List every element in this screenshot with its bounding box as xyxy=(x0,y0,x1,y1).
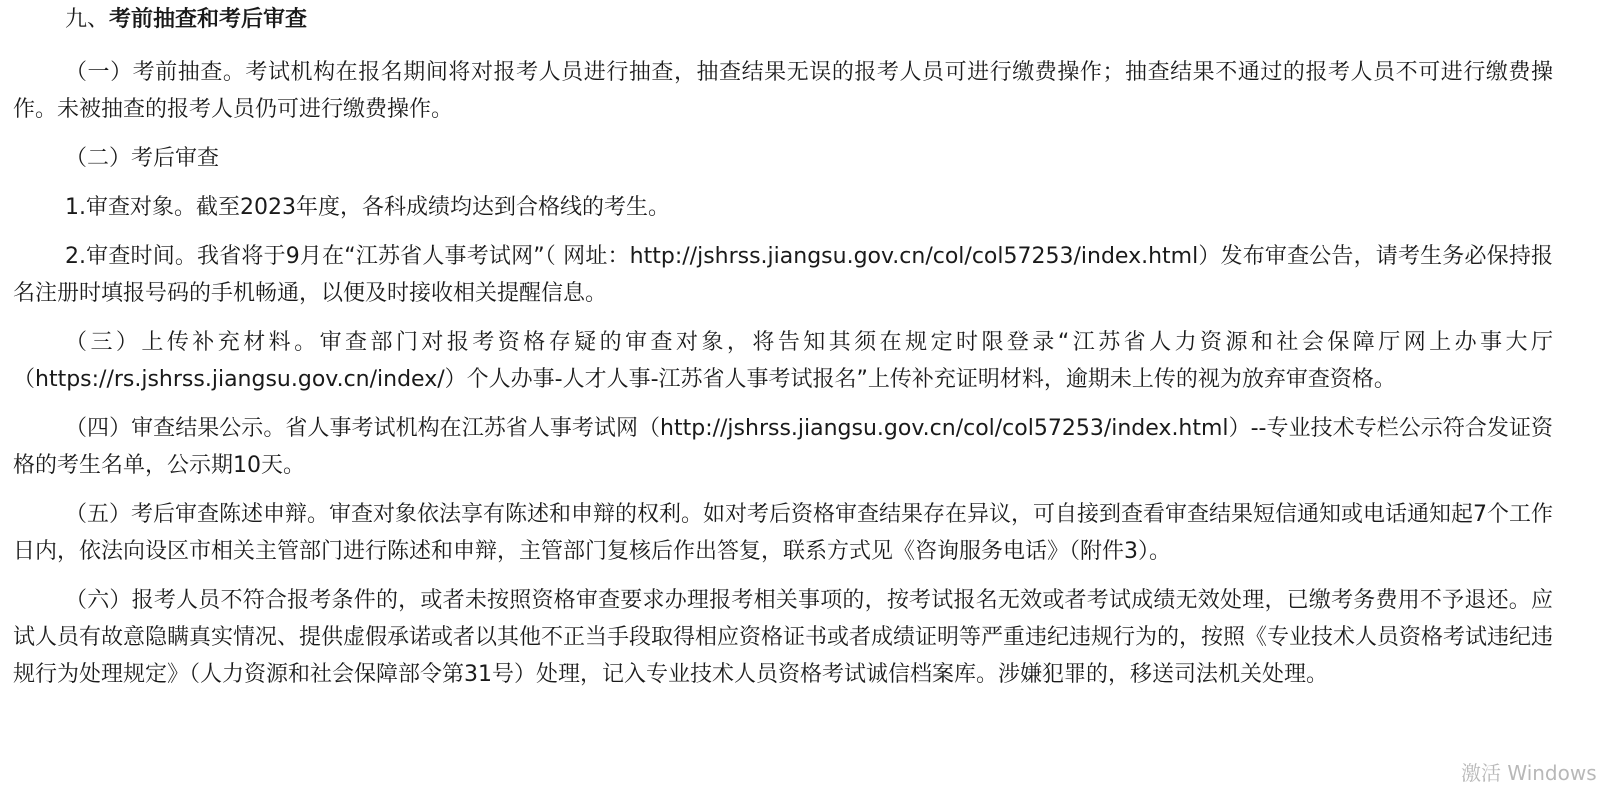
paragraph-violations: （六）报考人员不符合报考条件的，或者未按照资格审查要求办理报考相关事项的，按考试报名无效或者考试成绩无效处理，已缴考务费用不予退还。应试人员有故意隐瞒真实情况、提供虚假承诺或者以其他不正当手段取得相应资格证书或者成绩证明等严重违纪违规行为的，按照《专业技术人员资格考试违纪违规行为处理规定》（人力资源和社会保障部令第31号）处理，记入专业技术人员资格考试诚信档案库。涉嫌犯罪的，移送司法机关处理。 xyxy=(13,588,1554,687)
section-number: 九、 xyxy=(65,7,110,32)
document-body xyxy=(13,0,1553,705)
section-title: 考前抽查和考后审查 xyxy=(109,7,308,32)
paragraph-pre-exam-check: （一）考前抽查。考试机构在报名期间将对报考人员进行抽查，抽查结果无误的报考人员可进行缴费操作；抽查结果不通过的报考人员不可进行缴费操作。未被抽查的报考人员仍可进行缴费操作。 xyxy=(13,60,1553,122)
section-heading xyxy=(13,0,1553,40)
paragraph-review-target: 1.审查对象。截至2023年度，各科成绩均达到合格线的考生。 xyxy=(65,195,670,220)
paragraph-upload-materials: （三）上传补充材料。审查部门对报考资格存疑的审查对象，将告知其须在规定时限登录“江苏省人力资源和社会保障厅网上办事大厅（https://rs.jshrss.jiangsu.gov.cn/index/）个人办事-人才人事-江苏省人事考试报名”上传补充证明材料，逾期未上传的视为放弃审查资格。 xyxy=(13,330,1553,392)
paragraph-appeal: （五）考后审查陈述申辩。审查对象依法享有陈述和申辩的权利。如对考后资格审查结果存在异议，可自接到查看审查结果短信通知或电话通知起7个工作日内，依法向设区市相关主管部门进行陈述和申辩，主管部门复核后作出答复，联系方式见《咨询服务电话》（附件3）。 xyxy=(13,502,1554,564)
paragraph-review-results: （四）审查结果公示。省人事考试机构在江苏省人事考试网（http://jshrss.jiangsu.gov.cn/col/col57253/index.html）--专业技术专栏公示符合发证资格的考生名单，公示期10天。 xyxy=(13,416,1553,478)
activation-watermark: 激活 Windows xyxy=(1461,761,1597,785)
paragraph-review-time: 2.审查时间。我省将于9月在“江苏省人事考试网”（ 网址：http://jshrss.jiangsu.gov.cn/col/col57253/index.html）发布审查公告，请考生务必保持报名注册时填报号码的手机畅通，以便及时接收相关提醒信息。 xyxy=(13,244,1553,306)
paragraph-post-exam-review-heading: （二）考后审查 xyxy=(65,146,220,171)
